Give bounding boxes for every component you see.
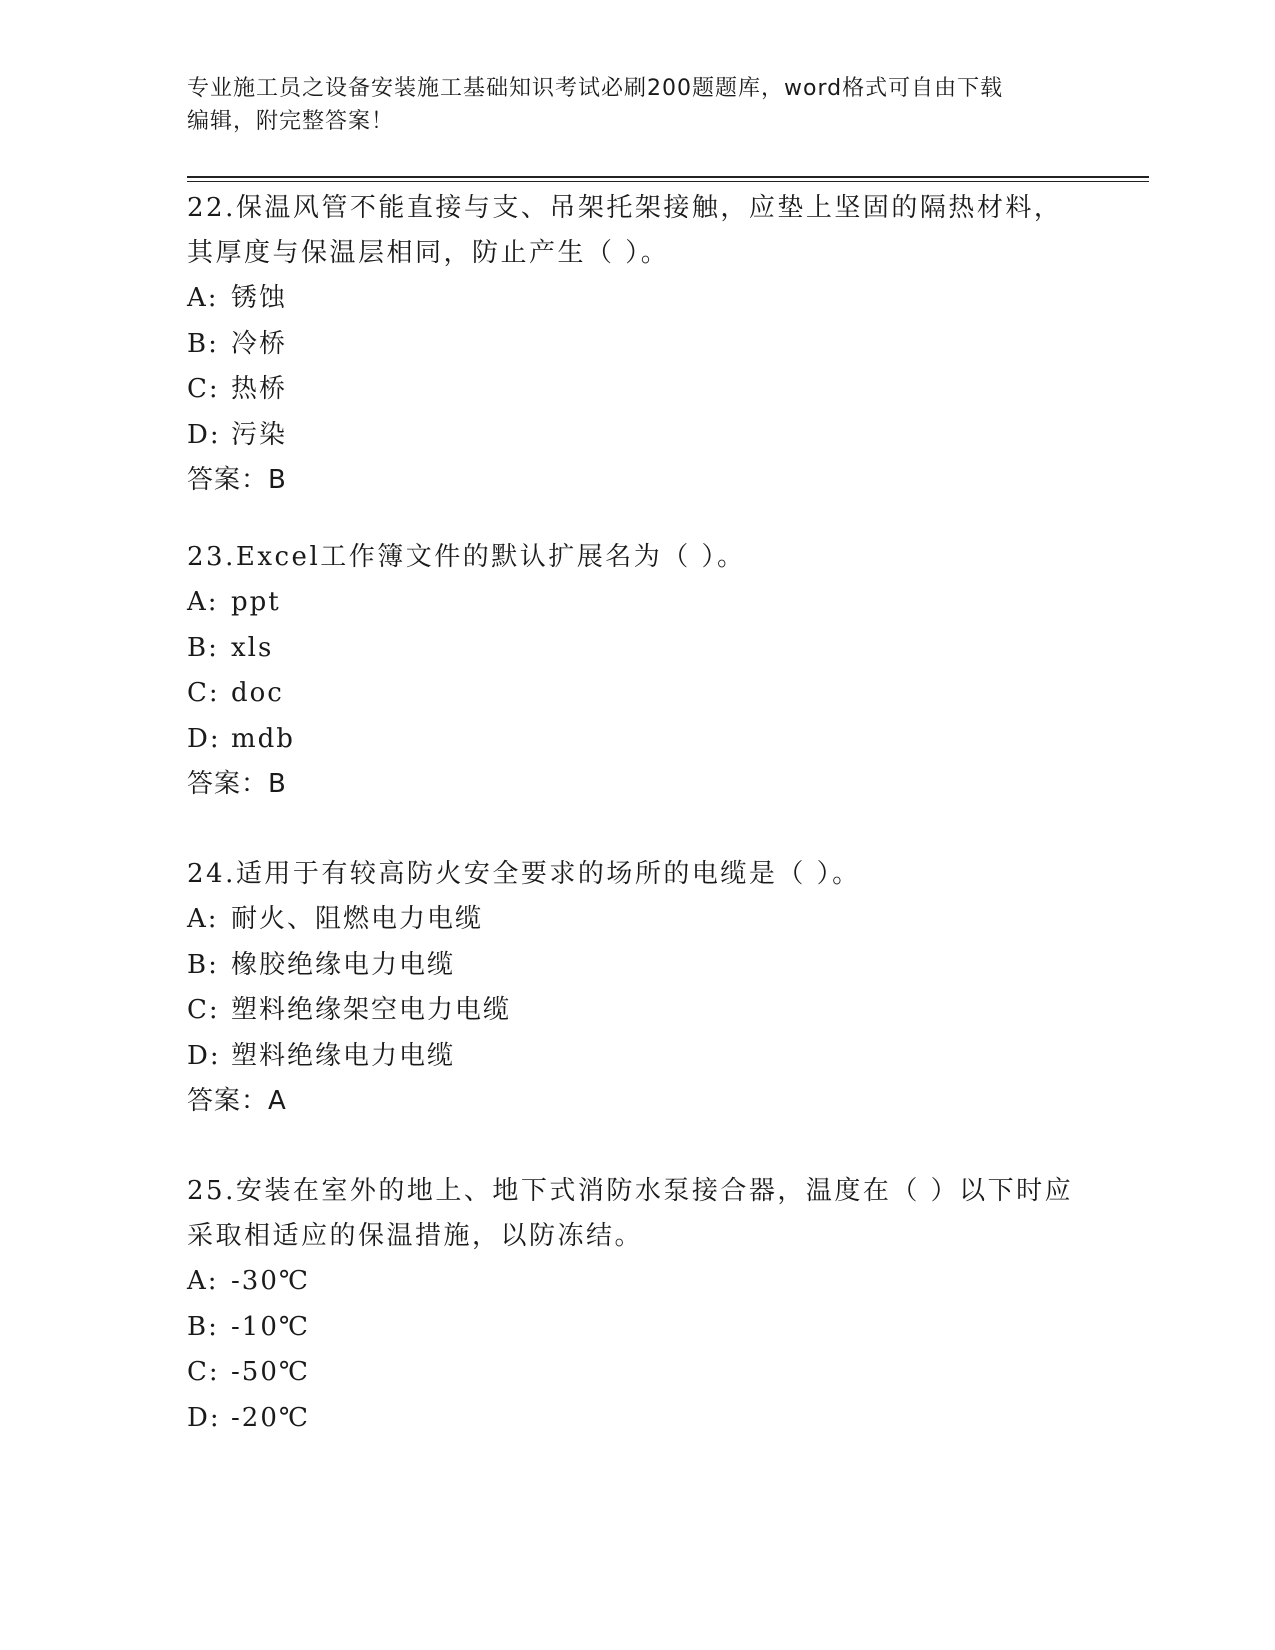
option-text: 耐火、阻燃电力电缆	[231, 904, 484, 934]
question-22	[187, 186, 1087, 503]
option-d	[187, 717, 1087, 763]
option-text: xls	[231, 632, 274, 663]
header-divider	[187, 176, 1149, 182]
option-letter: D:	[187, 419, 221, 450]
answer-line: 答案：B	[187, 465, 287, 495]
option-text: -30℃	[231, 1266, 310, 1296]
option-d	[187, 1034, 1087, 1080]
document-header	[187, 72, 1087, 138]
option-letter: B:	[187, 632, 219, 663]
option-text: 锈蚀	[231, 283, 288, 313]
option-text: -20℃	[231, 1402, 310, 1433]
option-text: 污染	[231, 419, 288, 450]
question-25	[187, 1169, 1087, 1441]
option-d	[187, 1396, 1087, 1442]
question-stem: 22.保温风管不能直接与支、吊架托架接触，应垫上坚固的隔热材料，其厚度与保温层相同，防止产生（ ）。	[187, 193, 1063, 268]
option-text: 热桥	[231, 374, 288, 404]
option-b	[187, 322, 1087, 368]
option-c	[187, 671, 1087, 717]
option-text: ppt	[231, 587, 281, 617]
option-a	[187, 276, 1087, 322]
header-title-line-2: 编辑，附完整答案！	[187, 109, 395, 134]
option-text: doc	[231, 678, 284, 708]
option-letter: D:	[187, 1402, 221, 1433]
answer-line: 答案：B	[187, 769, 287, 799]
option-b	[187, 943, 1087, 989]
option-letter: A:	[187, 283, 219, 313]
option-text: mdb	[231, 723, 295, 754]
option-c	[187, 367, 1087, 413]
option-text: -10℃	[231, 1311, 310, 1342]
option-text: 橡胶绝缘电力电缆	[231, 949, 456, 980]
option-letter: B:	[187, 328, 219, 359]
option-a	[187, 1259, 1087, 1305]
option-letter: D:	[187, 1040, 221, 1071]
option-text: -50℃	[231, 1357, 310, 1387]
option-letter: C:	[187, 374, 220, 404]
header-title-line-1: 专业施工员之设备安装施工基础知识考试必刷200题题库，word格式可自由下载	[187, 76, 1004, 101]
option-c	[187, 1350, 1087, 1396]
question-stem: 24.适用于有较高防火安全要求的场所的电缆是（ ）。	[187, 859, 861, 889]
option-c	[187, 988, 1087, 1034]
option-letter: C:	[187, 995, 220, 1025]
option-letter: A:	[187, 904, 219, 934]
question-stem: 25.安装在室外的地上、地下式消防水泵接合器，温度在（ ）以下时应采取相适应的保温措施，以防冻结。	[187, 1176, 1074, 1251]
option-a	[187, 897, 1087, 943]
option-text: 塑料绝缘架空电力电缆	[231, 995, 512, 1025]
option-a	[187, 580, 1087, 626]
option-letter: A:	[187, 1266, 219, 1296]
option-b	[187, 1305, 1087, 1351]
question-stem: 23.Excel工作簿文件的默认扩展名为（ ）。	[187, 542, 746, 572]
option-letter: B:	[187, 1311, 219, 1342]
option-d	[187, 413, 1087, 459]
answer-line: 答案：A	[187, 1086, 287, 1116]
option-text: 塑料绝缘电力电缆	[231, 1040, 456, 1071]
option-b	[187, 626, 1087, 672]
question-24	[187, 852, 1087, 1124]
option-text: 冷桥	[231, 328, 288, 359]
option-letter: D:	[187, 723, 221, 754]
option-letter: C:	[187, 678, 220, 708]
option-letter: A:	[187, 587, 219, 617]
question-23	[187, 535, 1087, 807]
option-letter: C:	[187, 1357, 220, 1387]
option-letter: B:	[187, 949, 219, 980]
